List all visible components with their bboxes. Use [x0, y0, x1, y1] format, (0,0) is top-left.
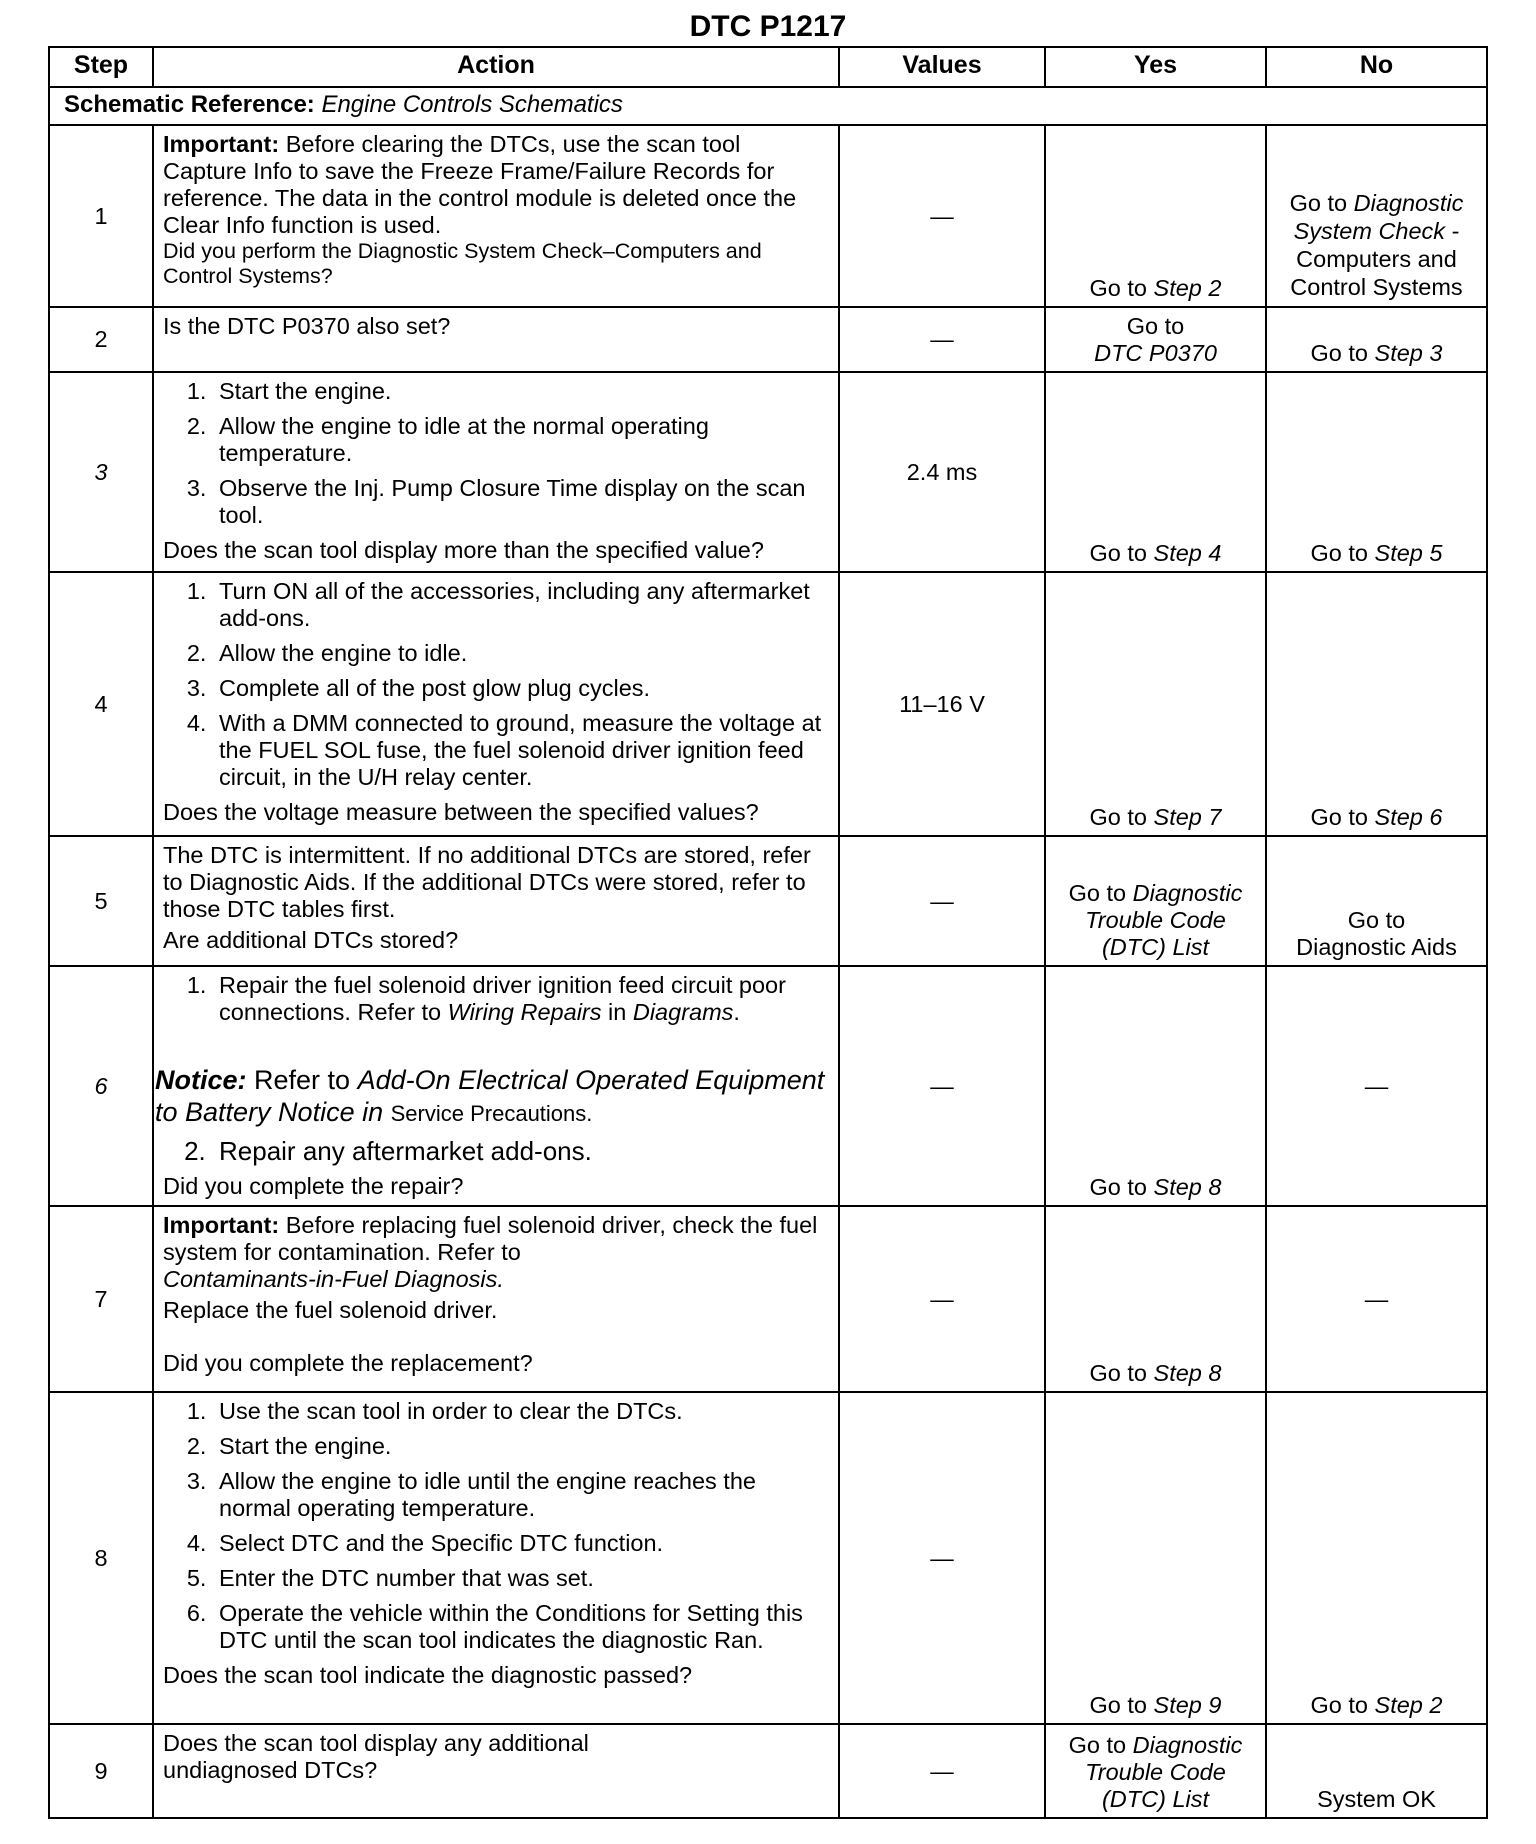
dtc-list-link[interactable]: Diagnostic Trouble Code (DTC) List	[1085, 880, 1243, 960]
item-text: Repair the fuel solenoid driver ignition feed circuit poor connections. Refer to	[219, 972, 786, 1025]
go-to-text: Go to	[1089, 275, 1147, 301]
yes-cell	[1045, 1392, 1266, 1724]
go-to-text: Go to	[1089, 1360, 1147, 1386]
no-cell	[1266, 307, 1487, 372]
go-to-text: Go to	[1289, 190, 1348, 216]
step-link[interactable]: Step 9	[1153, 1692, 1222, 1718]
value-cell: —	[839, 966, 1045, 1206]
question-text: Does the scan tool display more than the specified value?	[163, 537, 764, 563]
question-text: Did you complete the repair?	[163, 1173, 464, 1199]
no-cell: —	[1266, 1206, 1487, 1392]
no-cell	[1266, 572, 1487, 836]
question-text: Did you perform the Diagnostic System Check–Computers and Control Systems?	[163, 239, 762, 288]
item-text: .	[733, 999, 740, 1025]
wiring-repairs-link[interactable]: Wiring Repairs	[447, 999, 602, 1025]
go-to-text: Go to	[1310, 340, 1368, 366]
list-item: 3. Observe the Inj. Pump Closure Time display on the scan tool.	[213, 475, 829, 529]
header-yes: Yes	[1045, 47, 1266, 87]
important-label: Important:	[163, 1212, 280, 1238]
yes-cell	[1045, 372, 1266, 572]
value-cell: —	[839, 125, 1045, 307]
step-number: 4	[49, 572, 153, 836]
action-list	[163, 378, 829, 529]
action-list	[163, 972, 829, 1026]
go-to-text: Go to	[1310, 804, 1368, 830]
notice-label: Notice:	[155, 1065, 247, 1095]
info-text: Replace the fuel solenoid driver.	[163, 1297, 498, 1323]
step-number: 1	[49, 125, 153, 307]
action-cell	[153, 1206, 839, 1392]
list-item: 3. Allow the engine to idle until the engine reaches the normal operating temperature.	[213, 1468, 829, 1522]
value-cell: —	[839, 836, 1045, 966]
no-cell	[1266, 372, 1487, 572]
list-item: 1. Turn ON all of the accessories, including any aftermarket add-ons.	[213, 578, 829, 632]
table-row	[49, 572, 1487, 836]
question-text: Does the voltage measure between the specified values?	[163, 799, 759, 825]
value-cell: 2.4 ms	[839, 372, 1045, 572]
no-suffix: - Computers and Control Systems	[1290, 218, 1463, 300]
list-item: 2. Repair any aftermarket add-ons.	[213, 1138, 829, 1165]
yes-cell	[1045, 307, 1266, 372]
service-precautions-link[interactable]: Service Precautions.	[390, 1101, 593, 1126]
value-cell: 11–16 V	[839, 572, 1045, 836]
yes-cell	[1045, 836, 1266, 966]
no-cell: System OK	[1266, 1724, 1487, 1818]
action-list	[163, 578, 829, 791]
value-cell: —	[839, 307, 1045, 372]
list-item: 3. Complete all of the post glow plug cycles.	[213, 675, 829, 702]
go-to-text: Go to	[1068, 880, 1127, 906]
item-text: in	[601, 999, 633, 1025]
step-number: 7	[49, 1206, 153, 1392]
action-list	[163, 1138, 829, 1165]
action-cell	[153, 836, 839, 966]
list-item: 2. Allow the engine to idle at the normal operating temperature.	[213, 413, 829, 467]
no-cell: —	[1266, 966, 1487, 1206]
go-to-text: Go to	[1089, 1692, 1147, 1718]
list-item: 6. Operate the vehicle within the Conditions for Setting this DTC until the scan tool indicates the diagnostic Ran.	[213, 1600, 829, 1654]
yes-cell	[1045, 1206, 1266, 1392]
go-to-text: Go to	[1347, 907, 1406, 933]
table-row	[49, 125, 1487, 307]
action-cell	[153, 372, 839, 572]
table-row	[49, 1392, 1487, 1724]
action-cell	[153, 1392, 839, 1724]
step-link[interactable]: Step 2	[1374, 1692, 1443, 1718]
step-number: 3	[49, 372, 153, 572]
no-cell	[1266, 836, 1487, 966]
list-item: 2. Allow the engine to idle.	[213, 640, 829, 667]
schematic-link[interactable]: Engine Controls Schematics	[321, 91, 623, 118]
question-text: Is the DTC P0370 also set?	[153, 307, 839, 372]
step-link[interactable]: Step 2	[1153, 275, 1222, 301]
table-row	[49, 372, 1487, 572]
schematic-row	[49, 87, 1487, 125]
step-number: 2	[49, 307, 153, 372]
step-link[interactable]: Step 3	[1374, 340, 1443, 366]
list-item: 4. With a DMM connected to ground, measure the voltage at the FUEL SOL fuse, the fuel solenoid driver ignition feed circuit, in the U/H relay center.	[213, 710, 829, 791]
action-cell	[153, 966, 839, 1206]
info-text: The DTC is intermittent. If no additional DTCs are stored, refer to Diagnostic Aids. If the additional DTCs were stored, refer to those DTC tables first.	[163, 842, 811, 922]
go-to-text: Go to	[1310, 540, 1368, 566]
header-row	[49, 47, 1487, 87]
schematic-label: Schematic Reference:	[64, 91, 315, 118]
diagrams-link[interactable]: Diagrams	[632, 999, 734, 1025]
diag-check-link[interactable]: Diagnostic System Check	[1293, 190, 1464, 244]
value-cell: —	[839, 1724, 1045, 1818]
value-cell: —	[839, 1206, 1045, 1392]
list-item: 1. Start the engine.	[213, 378, 829, 405]
important-text: Before replacing fuel solenoid driver, check the fuel system for contamination. Refer to	[163, 1212, 818, 1265]
step-link[interactable]: Step 8	[1153, 1174, 1222, 1200]
important-label: Important:	[163, 131, 280, 157]
header-values: Values	[839, 47, 1045, 87]
step-number: 5	[49, 836, 153, 966]
list-item: 1. Use the scan tool in order to clear the DTCs.	[213, 1398, 829, 1425]
step-link[interactable]: Step 5	[1374, 540, 1443, 566]
header-action: Action	[153, 47, 839, 87]
list-item: 4. Select DTC and the Specific DTC function.	[213, 1530, 829, 1557]
step-link[interactable]: Step 6	[1374, 804, 1443, 830]
contaminants-link[interactable]: Contaminants-in-Fuel Diagnosis.	[163, 1266, 504, 1292]
step-number: 9	[49, 1724, 153, 1818]
table-row	[49, 1724, 1487, 1818]
table-row	[49, 966, 1487, 1206]
table-row	[49, 1206, 1487, 1392]
notice-link[interactable]: Add-On Electrical Operated Equipment to Battery Notice in	[155, 1065, 825, 1127]
step-number: 8	[49, 1392, 153, 1724]
notice-block	[155, 1064, 829, 1130]
step-link[interactable]: Step 4	[1153, 540, 1222, 566]
step-link[interactable]: Step 8	[1153, 1360, 1222, 1386]
diagnostic-table	[48, 46, 1488, 1819]
question-text: Does the scan tool display any additional undiagnosed DTCs?	[153, 1724, 839, 1818]
header-no: No	[1266, 47, 1487, 87]
no-cell	[1266, 1392, 1487, 1724]
action-list	[163, 1398, 829, 1654]
go-to-text: Go to	[1068, 1732, 1127, 1758]
no-cell	[1266, 125, 1487, 307]
table-row	[49, 836, 1487, 966]
list-item: 2. Start the engine.	[213, 1433, 829, 1460]
action-cell	[153, 125, 839, 307]
dtc-list-link[interactable]: Diagnostic Trouble Code (DTC) List	[1085, 1732, 1243, 1812]
go-to-text: Go to	[1089, 540, 1147, 566]
step-link[interactable]: Step 7	[1153, 804, 1222, 830]
go-to-text: Go to	[1310, 1692, 1368, 1718]
dtc-link[interactable]: DTC P0370	[1094, 340, 1217, 366]
action-cell	[153, 572, 839, 836]
yes-cell	[1045, 125, 1266, 307]
yes-cell	[1045, 1724, 1266, 1818]
yes-cell	[1045, 572, 1266, 836]
value-cell: —	[839, 1392, 1045, 1724]
list-item: 5. Enter the DTC number that was set.	[213, 1565, 829, 1592]
list-item	[213, 972, 829, 1026]
go-to-text: Go to	[1089, 1174, 1147, 1200]
go-to-text: Go to	[1089, 804, 1147, 830]
question-text: Does the scan tool indicate the diagnostic passed?	[163, 1662, 693, 1688]
yes-cell	[1045, 966, 1266, 1206]
notice-text: Refer to	[246, 1065, 358, 1095]
table-row	[49, 307, 1487, 372]
page-title: DTC P1217	[689, 10, 847, 43]
go-to-text: Go to	[1126, 313, 1185, 339]
important-text: Before clearing the DTCs, use the scan tool Capture Info to save the Freeze Frame/Failure Records for reference. The data in the control module is deleted once the Clear Info function is used.	[163, 131, 797, 238]
step-number: 6	[49, 966, 153, 1206]
question-text: Are additional DTCs stored?	[163, 927, 459, 953]
header-step: Step	[49, 47, 153, 87]
question-text: Did you complete the replacement?	[163, 1350, 533, 1376]
diagnostic-aids-link[interactable]: Diagnostic Aids	[1296, 934, 1457, 960]
